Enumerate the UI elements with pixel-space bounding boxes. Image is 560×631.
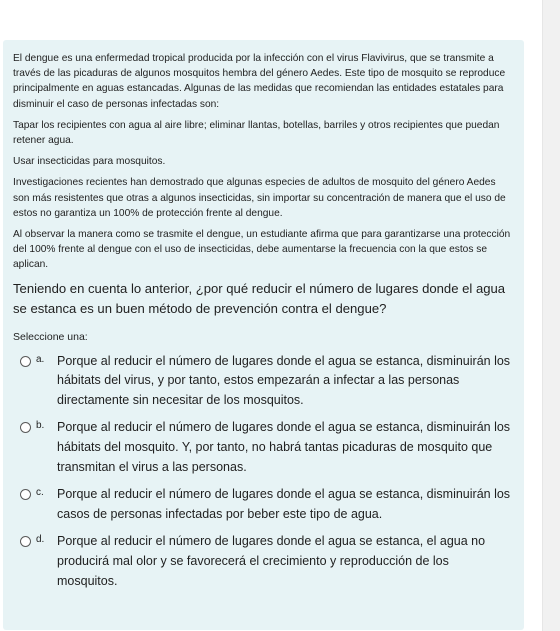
intro-paragraph-5: Al observar la manera como se trasmite el dengue, un estudiante afirma que para garantizarse una protección del 100% frente al dengue con el uso de insecticidas, debe aumentarse la frecuencia con la que estos se aplican. xyxy=(13,229,511,271)
option-text-a[interactable]: Porque al reducir el número de lugares donde el agua se estanca, disminuirán los hábitats del virus, y por tanto, estos empezarán a infectar a las personas directamente sin necesitar de los mosquitos. xyxy=(57,353,511,407)
option-letter-c: c. xyxy=(36,487,44,499)
radio-button-d[interactable] xyxy=(20,536,31,547)
answer-option-a[interactable] xyxy=(13,352,512,411)
scrollbar-track[interactable] xyxy=(542,0,560,631)
option-letter-d: d. xyxy=(36,534,45,546)
intro-paragraph-3: Usar insecticidas para mosquitos. xyxy=(13,156,166,168)
answer-option-b[interactable] xyxy=(13,418,512,477)
question-text: Teniendo en cuenta lo anterior, ¿por qué reducir el número de lugares donde el agua se estanca es un buen método de prevención contra el dengue? xyxy=(13,280,506,317)
radio-button-a[interactable] xyxy=(20,356,31,367)
question-card xyxy=(3,40,524,630)
option-text-c[interactable]: Porque al reducir el número de lugares donde el agua se estanca, disminuirán los casos de personas infectadas por beber este tipo de agua. xyxy=(57,487,511,521)
radio-button-b[interactable] xyxy=(20,422,31,433)
option-text-d[interactable]: Porque al reducir el número de lugares donde el agua se estanca, el agua no producirá mal olor y se favorecerá el crecimiento y reproducción de los mosquitos. xyxy=(57,534,486,588)
option-letter-a: a. xyxy=(36,353,45,365)
intro-paragraph-4: Investigaciones recientes han demostrado que algunas especies de adultos de mosquito del género Aedes son más resistentes que otras a algunos insecticidas, sin importar su concentración de manera que el uso de estos no garantiza un 100% de protección frente al dengue. xyxy=(13,177,506,219)
option-letter-b: b. xyxy=(36,420,45,432)
select-one-label: Seleccione una: xyxy=(13,330,88,343)
answer-option-d[interactable] xyxy=(13,532,512,591)
answer-option-c[interactable] xyxy=(13,485,512,524)
intro-paragraph-1: El dengue es una enfermedad tropical producida por la infección con el virus Flavivirus, que se transmite a través de las picaduras de algunos mosquitos hembra del género Aedes. Este tipo de mosquito se reproduce principalmente en aguas estancadas. Algunas de las medidas que recomiendan las entidades estatales para disminuir el caso de personas infectadas son: xyxy=(13,53,506,110)
radio-button-c[interactable] xyxy=(20,489,31,500)
intro-paragraph-2: Tapar los recipientes con agua al aire libre; eliminar llantas, botellas, barriles y otros recipientes que puedan retener agua. xyxy=(13,119,500,147)
option-text-b[interactable]: Porque al reducir el número de lugares donde el agua se estanca, disminuirán los hábitats del mosquito. Y, por tanto, no habrá tantas picaduras de mosquito que transmitan el virus a las personas. xyxy=(57,420,511,474)
